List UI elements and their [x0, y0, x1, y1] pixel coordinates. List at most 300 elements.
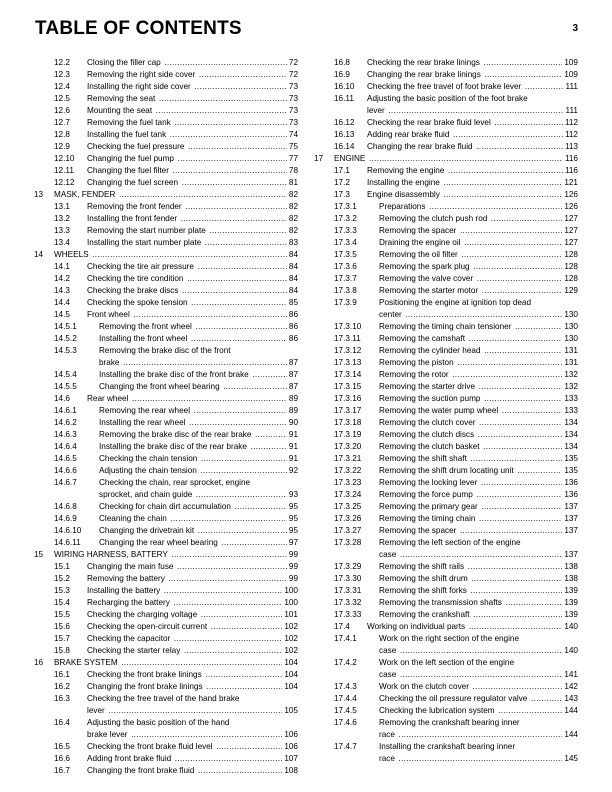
toc-entry-page: 108	[284, 766, 298, 775]
toc-entry-title: case .....	[379, 645, 578, 657]
toc-entry-number: 17.3.26	[334, 514, 362, 523]
toc-entry-page: 134	[564, 418, 578, 427]
toc-entry-page: 107	[284, 754, 298, 763]
toc-entry-page: 81	[288, 178, 298, 187]
toc-entry-page: 128	[564, 274, 578, 283]
toc-entry[interactable]	[34, 465, 298, 477]
toc-entry-title: Front wheel .....	[87, 309, 298, 321]
toc-entry-number: 17.3.2	[334, 214, 357, 223]
toc-entry[interactable]	[314, 189, 578, 201]
toc-entry[interactable]	[34, 693, 298, 717]
toc-entry-title: BRAKE SYSTEM .....	[54, 657, 298, 669]
toc-entry[interactable]	[34, 717, 298, 741]
toc-entry[interactable]	[314, 477, 578, 489]
toc-entry-title: Removing the suction pump .....	[379, 393, 578, 405]
toc-entry[interactable]	[34, 429, 298, 441]
toc-entry[interactable]	[34, 549, 298, 561]
toc-entry[interactable]	[34, 213, 298, 225]
toc-entry-number: 14.6.8	[54, 502, 77, 511]
toc-entry[interactable]	[34, 537, 298, 549]
toc-entry-number: 17.4.1	[334, 634, 357, 643]
toc-entry[interactable]	[314, 489, 578, 501]
toc-entry-page: 102	[284, 646, 298, 655]
toc-entry[interactable]	[34, 417, 298, 429]
toc-entry-title: Engine disassembly .....	[367, 189, 578, 201]
toc-entry-page: 139	[564, 586, 578, 595]
toc-entry-number: 14.5.2	[54, 334, 77, 343]
toc-entry[interactable]	[314, 117, 578, 129]
toc-entry-title: case .....	[379, 669, 578, 681]
toc-entry-title: Adjusting the basic position of the foot brake	[367, 94, 528, 103]
toc-entry-number: 12.9	[54, 142, 70, 151]
toc-entry-number: 14.5.4	[54, 370, 77, 379]
toc-entry[interactable]	[34, 117, 298, 129]
toc-entry[interactable]	[34, 753, 298, 765]
toc-entry[interactable]	[314, 717, 578, 741]
toc-entry[interactable]	[34, 609, 298, 621]
toc-entry-title: Removing the oil filter .....	[379, 249, 578, 261]
page-number: 3	[572, 23, 578, 34]
toc-entry-page: 77	[288, 154, 298, 163]
toc-entry[interactable]	[34, 597, 298, 609]
toc-entry[interactable]	[314, 381, 578, 393]
toc-entry-number: 14.5.1	[54, 322, 77, 331]
toc-entry-number: 16.3	[54, 694, 70, 703]
toc-entry-title: Removing the fuel tank .....	[87, 117, 298, 129]
toc-entry[interactable]	[34, 405, 298, 417]
toc-entry-page: 73	[288, 82, 298, 91]
toc-entry-number: 13.2	[54, 214, 70, 223]
toc-entry-title: brake lever .....	[87, 729, 298, 741]
toc-entry-title: Changing the front wheel bearing .....	[99, 381, 298, 393]
toc-entry-page: 84	[288, 286, 298, 295]
toc-entry[interactable]	[314, 693, 578, 705]
toc-entry-number: 17.3.31	[334, 586, 362, 595]
toc-entry-title: Removing the timing chain .....	[379, 513, 578, 525]
toc-entry[interactable]	[34, 393, 298, 405]
toc-entry-page: 130	[564, 334, 578, 343]
toc-entry-title: Installing the crankshaft bearing inner	[379, 742, 516, 751]
toc-entry-page: 84	[288, 250, 298, 259]
toc-entry-title: Changing the front brake fluid .....	[87, 765, 298, 777]
toc-entry-page: 91	[288, 430, 298, 439]
toc-entry-title: Installing the front fender .....	[87, 213, 298, 225]
toc-entry-page: 75	[288, 142, 298, 151]
toc-entry-page: 109	[564, 58, 578, 67]
toc-entry-title: Changing the main fuse .....	[87, 561, 298, 573]
toc-entry-title: Changing the rear brake fluid .....	[367, 141, 578, 153]
toc-entry-title: Checking the lubrication system .....	[379, 705, 578, 717]
toc-entry[interactable]	[34, 225, 298, 237]
toc-entry-page: 128	[564, 262, 578, 271]
toc-entry-title: Removing the spark plug .....	[379, 261, 578, 273]
toc-entry[interactable]	[34, 501, 298, 513]
toc-entry-page: 105	[284, 706, 298, 715]
toc-entry-number: 12.2	[54, 58, 70, 67]
toc-entry-title: race .....	[379, 753, 578, 765]
toc-entry-title: Checking the rear brake fluid level .....	[367, 117, 578, 129]
toc-entry-title: Removing the spacer .....	[379, 225, 578, 237]
toc-entry[interactable]	[34, 525, 298, 537]
toc-entry[interactable]	[314, 393, 578, 405]
toc-entry-number: 17.3.19	[334, 430, 362, 439]
toc-entry-page: 116	[564, 154, 578, 163]
toc-entry-number: 12.5	[54, 94, 70, 103]
toc-entry-title: lever .....	[87, 705, 298, 717]
toc-entry[interactable]	[34, 369, 298, 381]
toc-entry-title: Removing the clutch discs .....	[379, 429, 578, 441]
toc-entry-number: 16.2	[54, 682, 70, 691]
toc-entry-page: 145	[564, 754, 578, 763]
toc-entry-title: center .....	[379, 309, 578, 321]
toc-entry-page: 134	[564, 442, 578, 451]
toc-entry[interactable]	[34, 141, 298, 153]
toc-entry[interactable]	[34, 273, 298, 285]
toc-entry-title: Removing the battery .....	[87, 573, 298, 585]
toc-entry-number: 16.5	[54, 742, 70, 751]
toc-entry[interactable]	[314, 333, 578, 345]
toc-entry[interactable]	[314, 609, 578, 621]
toc-entry-page: 106	[284, 730, 298, 739]
toc-entry-number: 17.4.3	[334, 682, 357, 691]
toc-entry[interactable]	[34, 57, 298, 69]
toc-entry[interactable]	[314, 141, 578, 153]
toc-entry[interactable]	[34, 153, 298, 165]
toc-entry-page: 86	[288, 334, 298, 343]
toc-entry[interactable]	[34, 69, 298, 81]
toc-entry-page: 136	[564, 490, 578, 499]
toc-entry-page: 86	[288, 322, 298, 331]
toc-entry[interactable]	[34, 513, 298, 525]
toc-entry-title: Positioning the engine at ignition top dead	[379, 298, 532, 307]
toc-entry-title: Installing the front wheel .....	[99, 333, 298, 345]
toc-entry-number: 13.1	[54, 202, 70, 211]
toc-entry[interactable]	[34, 285, 298, 297]
toc-entry-page: 100	[284, 598, 298, 607]
toc-entry-number: 17.3.33	[334, 610, 362, 619]
toc-entry-page: 144	[564, 730, 578, 739]
toc-entry-number: 17.3.27	[334, 526, 362, 535]
toc-entry-page: 141	[564, 670, 578, 679]
toc-entry[interactable]	[314, 453, 578, 465]
toc-entry-number: 17.4.4	[334, 694, 357, 703]
toc-entry-page: 135	[564, 454, 578, 463]
toc-entry-number: 12.6	[54, 106, 70, 115]
toc-entry-title: Changing the front brake linings .....	[87, 681, 298, 693]
toc-entry[interactable]	[314, 417, 578, 429]
toc-entry-number: 15.7	[54, 634, 70, 643]
toc-entry-number: 17.3.21	[334, 454, 362, 463]
toc-entry[interactable]	[34, 249, 298, 261]
toc-entry-page: 82	[288, 226, 298, 235]
toc-entry-title: Checking the chain tension .....	[99, 453, 298, 465]
toc-entry[interactable]	[314, 561, 578, 573]
toc-entry[interactable]	[34, 201, 298, 213]
toc-entry[interactable]	[314, 345, 578, 357]
toc-entry[interactable]	[34, 645, 298, 657]
toc-entry-page: 91	[288, 442, 298, 451]
toc-entry[interactable]	[314, 129, 578, 141]
toc-entry-number: 17.3.25	[334, 502, 362, 511]
toc-entry-title: Removing the clutch cover .....	[379, 417, 578, 429]
toc-entry-title: Removing the cylinder head .....	[379, 345, 578, 357]
toc-entry[interactable]	[314, 501, 578, 513]
toc-entry[interactable]	[314, 93, 578, 117]
toc-entry-number: 15.1	[54, 562, 70, 571]
toc-entry-title: Rear wheel .....	[87, 393, 298, 405]
toc-entry-number: 14.3	[54, 286, 70, 295]
toc-entry-title: Checking the oil pressure regulator valve .....	[379, 693, 578, 705]
toc-entry-page: 83	[288, 238, 298, 247]
toc-entry-number: 17.3.18	[334, 418, 362, 427]
toc-entry[interactable]	[34, 381, 298, 393]
toc-entry-title: Removing the front fender .....	[87, 201, 298, 213]
toc-entry-number: 17.4.6	[334, 718, 357, 727]
toc-entry-page: 95	[288, 514, 298, 523]
toc-entry-number: 12.3	[54, 70, 70, 79]
toc-entry-number: 17.3.12	[334, 346, 362, 355]
toc-entry-number: 17.3.24	[334, 490, 362, 499]
toc-entry[interactable]	[314, 537, 578, 561]
toc-entry-title: Removing the crankshaft bearing inner	[379, 718, 520, 727]
toc-entry-number: 14.6.3	[54, 430, 77, 439]
toc-entry[interactable]	[34, 765, 298, 777]
toc-entry-title: Removing the brake disc of the front	[99, 346, 231, 355]
toc-entry-number: 14.4	[54, 298, 70, 307]
toc-entry-number: 17.3.8	[334, 286, 357, 295]
toc-entry[interactable]	[314, 573, 578, 585]
toc-entry-number: 14.6.2	[54, 418, 77, 427]
toc-entry[interactable]	[34, 333, 298, 345]
toc-entry-number: 12.4	[54, 82, 70, 91]
toc-entry[interactable]	[34, 345, 298, 369]
toc-entry[interactable]	[314, 81, 578, 93]
toc-entry-number: 14.6.7	[54, 478, 77, 487]
toc-entry[interactable]	[314, 177, 578, 189]
toc-entry[interactable]	[314, 585, 578, 597]
toc-entry-number: 17.3.9	[334, 298, 357, 307]
toc-entry-title: Changing the fuel pump .....	[87, 153, 298, 165]
toc-entry[interactable]	[34, 177, 298, 189]
toc-entry-title: lever .....	[367, 105, 578, 117]
toc-entry-page: 111	[565, 106, 578, 115]
toc-entry[interactable]	[314, 621, 578, 633]
toc-entry-page: 82	[288, 190, 298, 199]
toc-entry[interactable]	[34, 561, 298, 573]
toc-entry[interactable]	[314, 225, 578, 237]
toc-entry[interactable]	[34, 297, 298, 309]
toc-entry[interactable]	[34, 657, 298, 669]
toc-entry[interactable]	[314, 657, 578, 681]
toc-entry-page: 112	[564, 118, 578, 127]
toc-entry-title: Cleaning the chain .....	[99, 513, 298, 525]
toc-entry[interactable]	[314, 357, 578, 369]
toc-entry-number: 17.3	[334, 190, 350, 199]
toc-entry-title: Removing the rear wheel .....	[99, 405, 298, 417]
toc-entry[interactable]	[34, 81, 298, 93]
toc-entry-title: brake .....	[99, 357, 298, 369]
toc-entry[interactable]	[314, 513, 578, 525]
toc-entry[interactable]	[34, 105, 298, 117]
toc-entry-title: Removing the rotor .....	[379, 369, 578, 381]
toc-entry[interactable]	[34, 93, 298, 105]
toc-entry-number: 17.2	[334, 178, 350, 187]
toc-entry[interactable]	[314, 201, 578, 213]
toc-entry[interactable]	[314, 681, 578, 693]
toc-entry-number: 17.3.7	[334, 274, 357, 283]
toc-entry[interactable]	[314, 213, 578, 225]
toc-entry-page: 136	[564, 478, 578, 487]
toc-entry[interactable]	[314, 597, 578, 609]
toc-entry-page: 137	[564, 550, 578, 559]
toc-entry[interactable]	[314, 153, 578, 165]
toc-entry[interactable]	[34, 669, 298, 681]
toc-entry-title: Removing the seat .....	[87, 93, 298, 105]
toc-entry[interactable]	[314, 237, 578, 249]
toc-entry[interactable]	[314, 285, 578, 297]
toc-entry-number: 16.1	[54, 670, 70, 679]
toc-entry[interactable]	[314, 297, 578, 321]
toc-entry[interactable]	[314, 165, 578, 177]
toc-entry[interactable]	[314, 741, 578, 765]
toc-entry[interactable]	[34, 129, 298, 141]
toc-entry[interactable]	[34, 189, 298, 201]
toc-entry-title: Removing the transmission shafts .....	[379, 597, 578, 609]
toc-entry-title: Removing the crankshaft .....	[379, 609, 578, 621]
toc-entry-title: Installing the rear wheel .....	[99, 417, 298, 429]
toc-entry-page: 133	[564, 406, 578, 415]
toc-entry-title: Removing the engine .....	[367, 165, 578, 177]
toc-entry[interactable]	[34, 309, 298, 321]
toc-entry-page: 84	[288, 262, 298, 271]
toc-entry[interactable]	[314, 369, 578, 381]
toc-entry[interactable]	[34, 573, 298, 585]
toc-entry[interactable]	[34, 585, 298, 597]
toc-entry[interactable]	[314, 525, 578, 537]
toc-entry[interactable]	[34, 633, 298, 645]
toc-entry-title: Removing the valve cover .....	[379, 273, 578, 285]
toc-entry[interactable]	[34, 237, 298, 249]
toc-entry-number: 12.7	[54, 118, 70, 127]
toc-entry-title: Checking the front brake fluid level .....	[87, 741, 298, 753]
toc-entry-title: Checking the open-circuit current .....	[87, 621, 298, 633]
toc-entry-page: 140	[564, 646, 578, 655]
toc-entry[interactable]	[314, 429, 578, 441]
toc-entry-title: Installing the right side cover .....	[87, 81, 298, 93]
toc-entry-title: Removing the piston .....	[379, 357, 578, 369]
toc-entry-title: ENGINE .....	[334, 153, 578, 165]
toc-entry-title: Work on the clutch cover .....	[379, 681, 578, 693]
toc-entry-title: Work on the left section of the engine	[379, 658, 515, 667]
toc-entry-number: 14.6.6	[54, 466, 77, 475]
toc-entry[interactable]	[314, 321, 578, 333]
toc-entry[interactable]	[34, 453, 298, 465]
toc-entry-page: 85	[288, 298, 298, 307]
toc-entry-page: 82	[288, 214, 298, 223]
toc-entry-number: 16.13	[334, 130, 355, 139]
toc-entry[interactable]	[34, 165, 298, 177]
toc-entry[interactable]	[314, 465, 578, 477]
toc-entry-number: 17.3.14	[334, 370, 362, 379]
toc-entry[interactable]	[314, 633, 578, 657]
toc-entry-number: 16.7	[54, 766, 70, 775]
toc-entry-page: 86	[288, 310, 298, 319]
toc-entry-number: 16.10	[334, 82, 355, 91]
toc-entry-number: 16.6	[54, 754, 70, 763]
toc-entry-title: Checking the free travel of foot brake lever .....	[367, 81, 578, 93]
toc-entry-number: 16.12	[334, 118, 355, 127]
toc-entry[interactable]	[314, 705, 578, 717]
toc-right-column	[314, 57, 578, 765]
toc-entry-page: 137	[564, 502, 578, 511]
toc-entry-number: 14.5.5	[54, 382, 77, 391]
toc-entry-page: 126	[564, 190, 578, 199]
toc-entry-title: Adjusting the chain tension .....	[99, 465, 298, 477]
toc-entry-title: WIRING HARNESS, BATTERY .....	[54, 549, 298, 561]
toc-entry-page: 84	[288, 274, 298, 283]
toc-entry-number: 12.12	[54, 178, 75, 187]
toc-entry-title: Installing the engine .....	[367, 177, 578, 189]
toc-entry-page: 87	[288, 370, 298, 379]
toc-entry[interactable]	[314, 249, 578, 261]
toc-entry-title: Checking the free travel of the hand brake	[87, 694, 240, 703]
toc-entry-title: Removing the spacer .....	[379, 525, 578, 537]
toc-entry-number: 14.1	[54, 262, 70, 271]
toc-entry[interactable]	[314, 273, 578, 285]
toc-entry-title: Checking for chain dirt accumulation .....	[99, 501, 298, 513]
toc-entry-title: Checking the capacitor .....	[87, 633, 298, 645]
toc-entry-title: MASK, FENDER .....	[54, 189, 298, 201]
toc-entry-number: 14.5	[54, 310, 70, 319]
toc-entry[interactable]	[34, 261, 298, 273]
toc-entry-number: 17.3.23	[334, 478, 362, 487]
toc-entry-page: 144	[564, 706, 578, 715]
toc-entry[interactable]	[34, 741, 298, 753]
toc-entry[interactable]	[34, 681, 298, 693]
toc-entry-title: Changing the drivetrain kit .....	[99, 525, 298, 537]
toc-entry-page: 72	[288, 58, 298, 67]
toc-entry[interactable]	[314, 57, 578, 69]
toc-entry-page: 72	[288, 70, 298, 79]
toc-entry[interactable]	[34, 441, 298, 453]
toc-entry-page: 131	[564, 346, 578, 355]
toc-entry[interactable]	[34, 321, 298, 333]
toc-entry[interactable]	[314, 405, 578, 417]
toc-entry-title: Removing the primary gear .....	[379, 501, 578, 513]
toc-entry-title: Removing the brake disc of the rear brake .....	[99, 429, 298, 441]
toc-entry-number: 14.6.9	[54, 514, 77, 523]
toc-entry-title: Changing the rear brake linings .....	[367, 69, 578, 81]
toc-entry-page: 130	[564, 322, 578, 331]
toc-entry-number: 15	[34, 550, 44, 559]
toc-entry-page: 109	[564, 70, 578, 79]
toc-entry[interactable]	[314, 261, 578, 273]
toc-entry-number: 17.3.4	[334, 238, 357, 247]
toc-entry-page: 113	[564, 142, 578, 151]
toc-entry-page: 102	[284, 622, 298, 631]
toc-entry-page: 116	[564, 166, 578, 175]
toc-entry[interactable]	[34, 621, 298, 633]
toc-entry[interactable]	[314, 441, 578, 453]
toc-entry-page: 100	[284, 586, 298, 595]
toc-entry[interactable]	[314, 69, 578, 81]
toc-entry-title: Removing the left section of the engine	[379, 538, 521, 547]
toc-entry-page: 91	[288, 454, 298, 463]
toc-entry-page: 73	[288, 106, 298, 115]
toc-entry-number: 17.3.28	[334, 538, 362, 547]
toc-entry-number: 12.10	[54, 154, 75, 163]
toc-entry[interactable]	[34, 477, 298, 501]
